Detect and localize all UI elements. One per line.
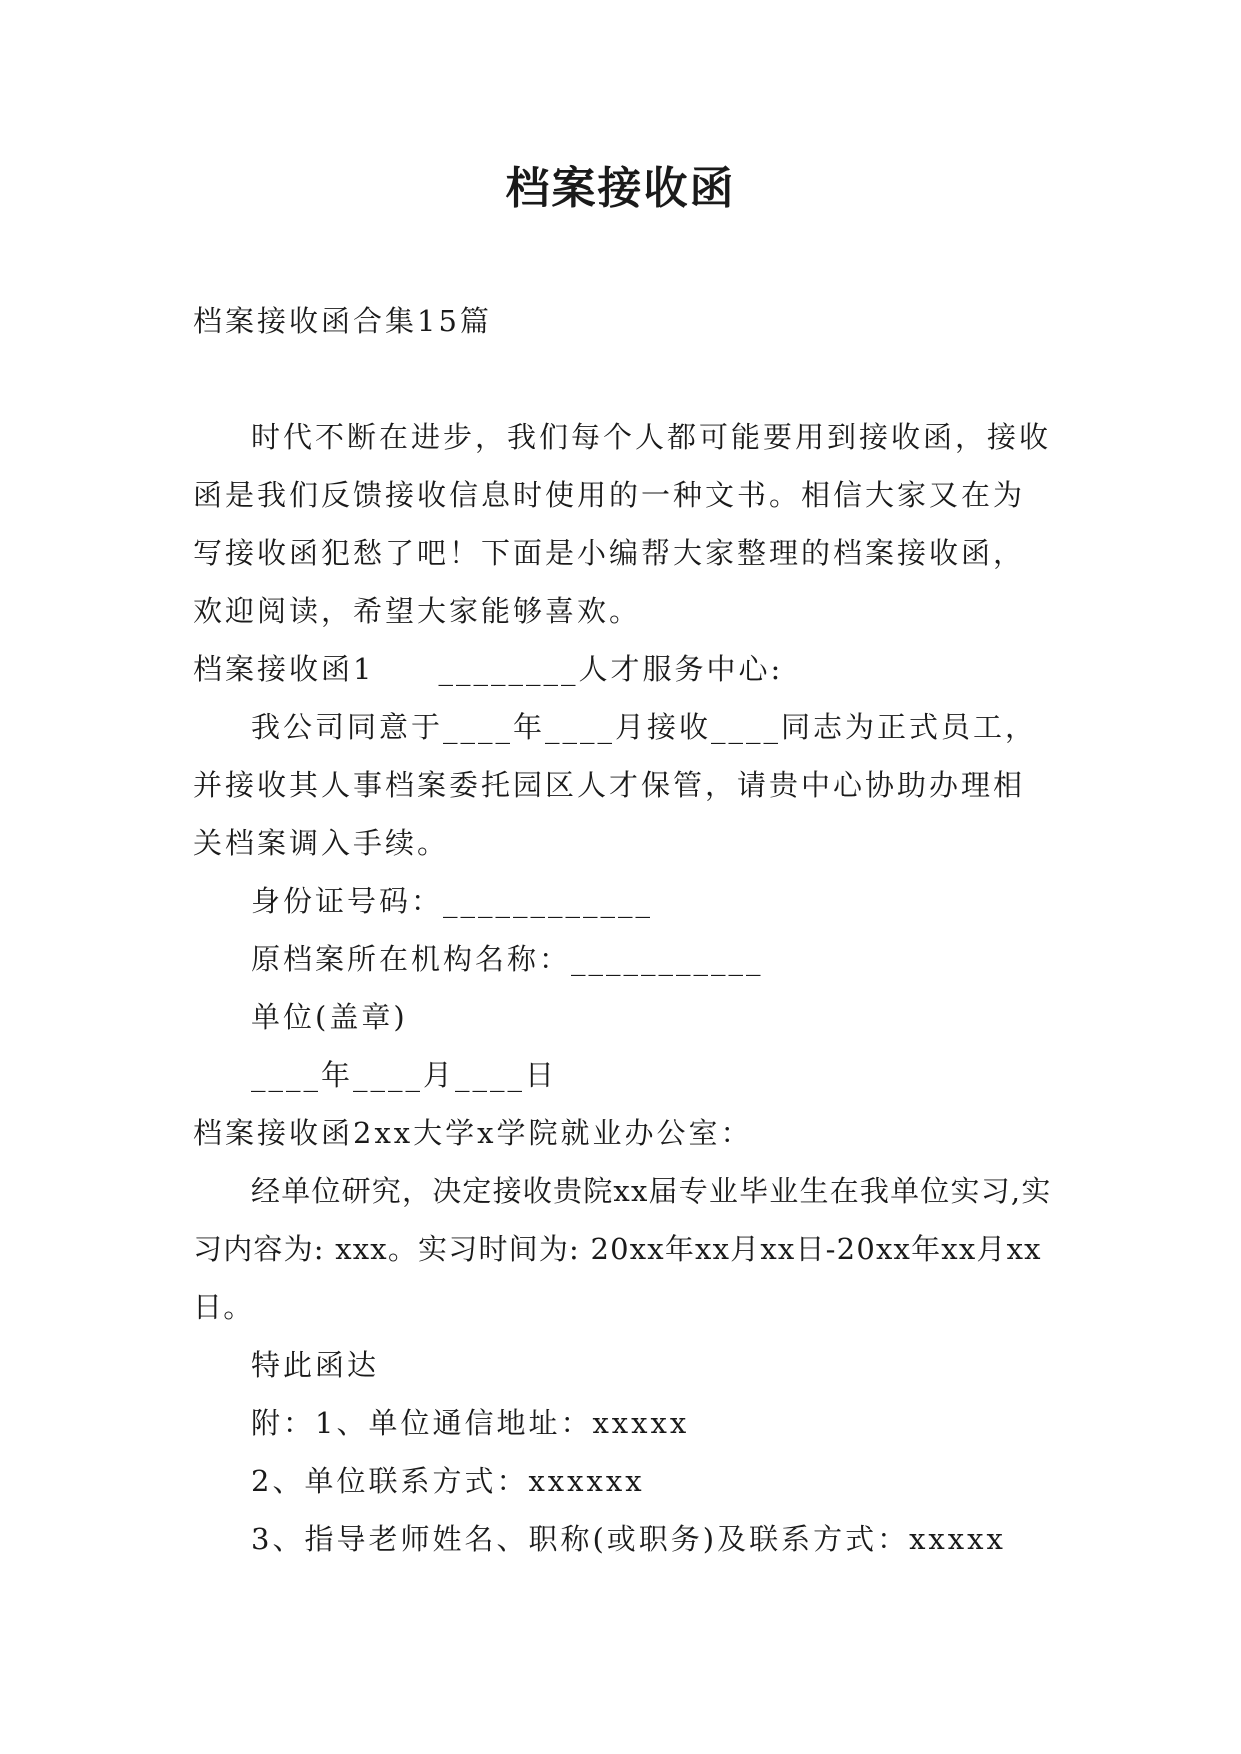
letter1-id-line: 身份证号码：____________ xyxy=(251,884,654,918)
letter1-date-line: ____年____月____日 xyxy=(251,1058,558,1092)
letter2-attachment-1: 附：1、单位通信地址：xxxxx xyxy=(251,1406,690,1440)
letter1-body: 我公司同意于____年____月接收____同志为正式员工，并接收其人事档案委托园区人才保管，请贵中心协助办理相关档案调入手续。 xyxy=(193,710,1038,860)
letter1-addressee: ________人才服务中心: xyxy=(438,652,784,686)
document-title: 档案接收函 xyxy=(505,163,736,214)
letter1-heading-line xyxy=(193,640,1055,698)
letter2-body: 经单位研究，决定接收贵院xx届专业毕业生在我单位实习,实习内容为: xxx。实习时间为: 20xx年xx月xx日-20xx年xx月xx日。 xyxy=(193,1174,1052,1324)
letter1-original-archive-line: 原档案所在机构名称：___________ xyxy=(251,942,764,976)
letter2-closing: 特此函达 xyxy=(251,1348,380,1382)
letter2-attachment-3: 3、指导老师姓名、职称(或职务)及联系方式：xxxxx xyxy=(251,1522,1006,1556)
letter1-unit-seal: 单位(盖章) xyxy=(251,1000,408,1034)
letter1-heading: 档案接收函1 xyxy=(193,652,375,686)
collection-subtitle: 档案接收函合集15篇 xyxy=(193,304,492,338)
intro-paragraph: 时代不断在进步，我们每个人都可能要用到接收函，接收函是我们反馈接收信息时使用的一种文书。相信大家又在为写接收函犯愁了吧！下面是小编帮大家整理的档案接收函，欢迎阅读，希望大家能够喜欢。 xyxy=(193,420,1052,628)
document-body xyxy=(193,292,1055,1568)
letter2-heading: 档案接收函2xx大学x学院就业办公室： xyxy=(193,1116,753,1150)
letter2-attachment-2: 2、单位联系方式：xxxxxx xyxy=(251,1464,645,1498)
